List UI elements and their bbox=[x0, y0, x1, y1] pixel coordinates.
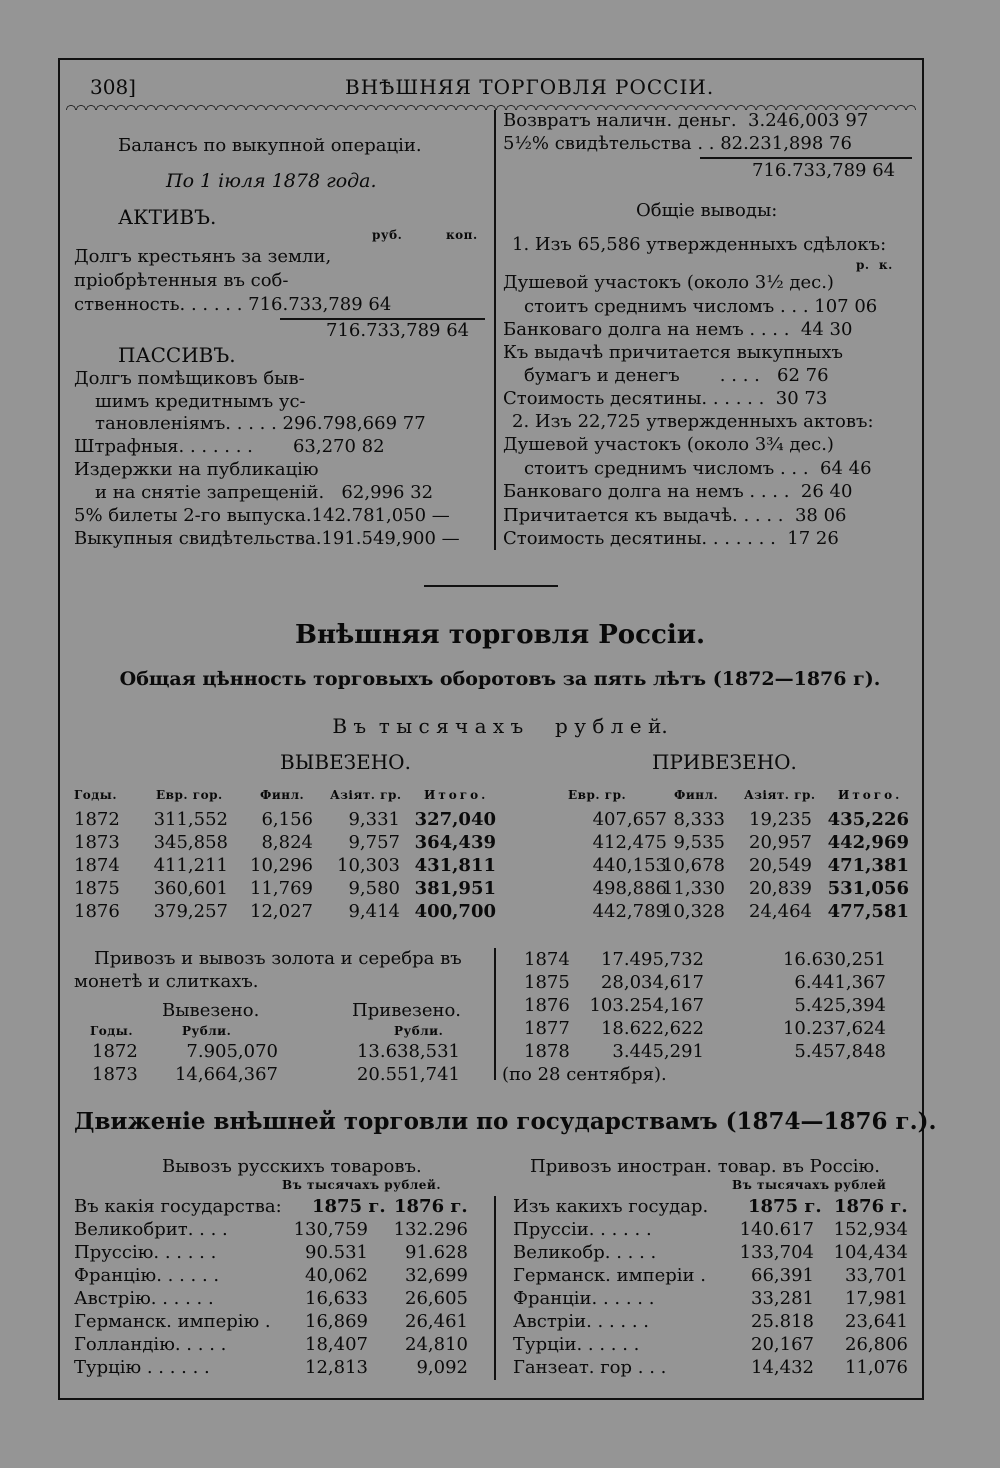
cell-year: 1872 bbox=[92, 1041, 138, 1062]
value-1875: 90.531 bbox=[305, 1242, 368, 1263]
cell-value: 17.495,732 bbox=[600, 949, 704, 970]
cell-value: 20,839 bbox=[749, 878, 812, 899]
passiv-line: шимъ кредитнымъ ус- bbox=[95, 391, 306, 412]
value-1876: 32,699 bbox=[405, 1265, 468, 1286]
value-1875: 140.617 bbox=[739, 1219, 814, 1240]
value-1876: 33,701 bbox=[845, 1265, 908, 1286]
trade-row bbox=[0, 808, 1000, 831]
aktiv-line: ственность. . . . . . 716.733,789 64 bbox=[74, 294, 392, 315]
passiv-line: Издержки на публикацію bbox=[74, 459, 319, 480]
export-row bbox=[0, 1241, 500, 1264]
cell-year: 1874 bbox=[74, 855, 120, 876]
gold-row bbox=[500, 994, 1000, 1017]
cell-value: 5.425,394 bbox=[794, 995, 886, 1016]
balance-title: Балансъ по выкупной операціи. bbox=[118, 135, 422, 156]
trade-unit-note: В ъ т ы с я ч а х ъ р у б л е й. bbox=[332, 714, 668, 738]
cell-year: 1877 bbox=[524, 1018, 570, 1039]
export-row bbox=[0, 1287, 500, 1310]
cell-value: 6,156 bbox=[261, 809, 313, 830]
cell-value: 10,678 bbox=[662, 855, 725, 876]
gold-export-label: Вывезено. bbox=[162, 1000, 260, 1021]
cell-value: 9,580 bbox=[348, 878, 400, 899]
section2-item: стоитъ среднимъ числомъ . . . 64 46 bbox=[524, 458, 872, 479]
import-title: Привозъ иностран. товар. въ Россію. bbox=[530, 1156, 880, 1177]
import-row bbox=[500, 1356, 1000, 1379]
gold-row bbox=[500, 1040, 1000, 1063]
gold-row bbox=[500, 948, 1000, 971]
export-title: Вывозъ русскихъ товаровъ. bbox=[162, 1156, 422, 1177]
section2-title: 2. Изъ 22,725 утвержденныхъ актовъ: bbox=[512, 411, 874, 432]
cell-year: 1876 bbox=[524, 995, 570, 1016]
export-row bbox=[0, 1310, 500, 1333]
cell-year: 1878 bbox=[524, 1041, 570, 1062]
cell-total: 435,226 bbox=[827, 809, 909, 830]
header-wavy-rule bbox=[66, 100, 916, 110]
cell-value: 407,657 bbox=[592, 809, 667, 830]
value-1875: 12,813 bbox=[305, 1357, 368, 1378]
trade-row bbox=[0, 900, 1000, 923]
cell-total: 531,056 bbox=[827, 878, 909, 899]
cell-value: 103.254,167 bbox=[589, 995, 704, 1016]
cell-value: 16.630,251 bbox=[782, 949, 886, 970]
export-year2: 1876 г. bbox=[394, 1196, 468, 1217]
country: Турціи. . . . . . bbox=[513, 1334, 640, 1355]
cell-total: 471,381 bbox=[827, 855, 909, 876]
country: Пруссіи. . . . . . bbox=[513, 1219, 652, 1240]
export-label: ВЫВЕЗЕНО. bbox=[280, 750, 411, 774]
cell-year: 1875 bbox=[524, 972, 570, 993]
import-row bbox=[500, 1264, 1000, 1287]
cell-value: 18.622,622 bbox=[600, 1018, 704, 1039]
cell-total: 477,581 bbox=[827, 901, 909, 922]
gold-col-years: Годы. bbox=[90, 1024, 133, 1038]
cell-value: 9,535 bbox=[673, 832, 725, 853]
import-row bbox=[500, 1333, 1000, 1356]
value-1876: 152,934 bbox=[833, 1219, 908, 1240]
gold-row bbox=[0, 1040, 500, 1063]
cell-value: 440,153 bbox=[592, 855, 667, 876]
cell-value: 7.905,070 bbox=[186, 1041, 278, 1062]
value-1876: 104,434 bbox=[833, 1242, 908, 1263]
passiv-line: Штрафныя. . . . . . . 63,270 82 bbox=[74, 436, 385, 457]
col-years: Годы. bbox=[74, 788, 117, 802]
cell-value: 411,211 bbox=[153, 855, 228, 876]
country: Турцію . . . . . . bbox=[74, 1357, 210, 1378]
cell-value: 24,464 bbox=[749, 901, 812, 922]
column-divider-top bbox=[494, 110, 496, 550]
section1-title: 1. Изъ 65,586 утвержденныхъ сдѣлокъ: bbox=[512, 234, 887, 255]
value-1875: 130,759 bbox=[293, 1219, 368, 1240]
trade-row bbox=[0, 854, 1000, 877]
cell-year: 1876 bbox=[74, 901, 120, 922]
gold-col-rub: Рубли. bbox=[394, 1024, 444, 1038]
cell-value: 9,757 bbox=[348, 832, 400, 853]
export-head-label: Въ какія государства: bbox=[74, 1196, 282, 1217]
page-number: 308] bbox=[90, 75, 136, 99]
import-year1: 1875 г. bbox=[748, 1196, 822, 1217]
passiv-line: Выкупныя свидѣтельства.191.549,900 — bbox=[74, 528, 460, 549]
export-unit: Въ тысячахъ рублей. bbox=[282, 1178, 442, 1192]
passiv-label: ПАССИВЪ. bbox=[118, 343, 236, 367]
value-1876: 23,641 bbox=[845, 1311, 908, 1332]
aktiv-line: Долгъ крестьянъ за земли, bbox=[74, 246, 332, 267]
right-total-rule bbox=[700, 157, 912, 159]
certificates-line: 5½% свидѣтельства . . 82.231,898 76 bbox=[503, 133, 852, 154]
unit-rub: руб. bbox=[372, 228, 403, 242]
cell-value: 11,769 bbox=[250, 878, 313, 899]
value-1876: 91.628 bbox=[405, 1242, 468, 1263]
trade-title: Внѣшняя торговля Россіи. bbox=[294, 620, 706, 650]
country: Голландію. . . . . bbox=[74, 1334, 227, 1355]
conclusions-title: Общіе выводы: bbox=[636, 200, 778, 221]
cell-value: 20.551,741 bbox=[356, 1064, 460, 1085]
import-head-label: Изъ какихъ государ. bbox=[513, 1196, 709, 1217]
passiv-line: 5% билеты 2-го выпуска.142.781,050 — bbox=[74, 505, 450, 526]
passiv-line: и на снятіе запрещеній. 62,996 32 bbox=[95, 482, 434, 503]
import-row bbox=[500, 1241, 1000, 1264]
country: Францію. . . . . . bbox=[74, 1265, 220, 1286]
unit-kop: коп. bbox=[446, 228, 478, 242]
value-1875: 16,633 bbox=[305, 1288, 368, 1309]
cell-year: 1874 bbox=[524, 949, 570, 970]
cell-year: 1873 bbox=[74, 832, 120, 853]
gold-row bbox=[500, 971, 1000, 994]
gold-title: Привозъ и вывозъ золота и серебра въ bbox=[94, 948, 462, 969]
cell-value: 12,027 bbox=[250, 901, 313, 922]
export-year1: 1875 г. bbox=[312, 1196, 386, 1217]
country: Франціи. . . . . . bbox=[513, 1288, 655, 1309]
value-1875: 33,281 bbox=[751, 1288, 814, 1309]
section1-item: Душевой участокъ (около 3½ дес.) bbox=[503, 272, 834, 293]
section1-item: бумагъ и денегъ . . . . 62 76 bbox=[524, 365, 829, 386]
col-finl: Финл. bbox=[260, 788, 305, 802]
aktiv-label: АКТИВЪ. bbox=[118, 205, 217, 229]
import-row bbox=[500, 1218, 1000, 1241]
cell-value: 14,664,367 bbox=[174, 1064, 278, 1085]
country: Австріи. . . . . . bbox=[513, 1311, 650, 1332]
cell-value: 345,858 bbox=[153, 832, 228, 853]
trade-subtitle: Общая цѣнность торговыхъ оборотовъ за пять лѣтъ (1872—1876 г). bbox=[119, 668, 881, 690]
cell-value: 9,414 bbox=[348, 901, 400, 922]
cell-value: 442,789 bbox=[592, 901, 667, 922]
country: Австрію. . . . . . bbox=[74, 1288, 214, 1309]
value-1876: 26,806 bbox=[845, 1334, 908, 1355]
country: Великобр. . . . . bbox=[513, 1242, 657, 1263]
section2-item: Причитается къ выдачѣ. . . . . 38 06 bbox=[503, 505, 847, 526]
section2-item: Банковаго долга на немъ . . . . 26 40 bbox=[503, 481, 853, 502]
value-1876: 26,461 bbox=[405, 1311, 468, 1332]
gold-col-rub: Рубли. bbox=[182, 1024, 232, 1038]
value-1876: 132.296 bbox=[393, 1219, 468, 1240]
cell-value: 6.441,367 bbox=[794, 972, 886, 993]
gold-row bbox=[500, 1017, 1000, 1040]
cell-value: 412,475 bbox=[592, 832, 667, 853]
export-row bbox=[0, 1356, 500, 1379]
value-1876: 9,092 bbox=[416, 1357, 468, 1378]
import-unit: Въ тысячахъ рублей bbox=[732, 1178, 887, 1192]
cell-year: 1875 bbox=[74, 878, 120, 899]
passiv-line: Долгъ помѣщиковъ быв- bbox=[74, 368, 305, 389]
balance-date: По 1 іюля 1878 года. bbox=[166, 170, 377, 192]
trade-row bbox=[0, 877, 1000, 900]
units-rk: р. к. bbox=[856, 258, 893, 272]
cell-value: 10,303 bbox=[337, 855, 400, 876]
import-label: ПРИВЕЗЕНО. bbox=[652, 750, 797, 774]
cell-value: 9,331 bbox=[348, 809, 400, 830]
cell-year: 1873 bbox=[92, 1064, 138, 1085]
value-1875: 25.818 bbox=[751, 1311, 814, 1332]
import-year2: 1876 г. bbox=[834, 1196, 908, 1217]
section1-item: Банковаго долга на немъ . . . . 44 30 bbox=[503, 319, 853, 340]
section1-item: Стоимость десятины. . . . . . 30 73 bbox=[503, 388, 828, 409]
cell-value: 11,330 bbox=[662, 878, 725, 899]
aktiv-total: 716.733,789 64 bbox=[326, 320, 470, 341]
col-asia-imp: Азіят. гр. bbox=[744, 788, 816, 802]
export-row bbox=[0, 1218, 500, 1241]
value-1876: 26,605 bbox=[405, 1288, 468, 1309]
country: Ганзеат. гор . . . bbox=[513, 1357, 667, 1378]
col-finl-imp: Финл. bbox=[674, 788, 719, 802]
cell-value: 10,328 bbox=[662, 901, 725, 922]
col-total: Итого. bbox=[424, 788, 489, 802]
import-row bbox=[500, 1310, 1000, 1333]
running-title: ВНѢШНЯЯ ТОРГОВЛЯ РОССІИ. bbox=[345, 75, 715, 99]
gold-import-label: Привезено. bbox=[352, 1000, 462, 1021]
value-1875: 16,869 bbox=[305, 1311, 368, 1332]
cell-total: 431,811 bbox=[414, 855, 496, 876]
section2-item: Душевой участокъ (около 3¾ дес.) bbox=[503, 434, 834, 455]
cell-value: 3.445,291 bbox=[612, 1041, 704, 1062]
cell-value: 20,549 bbox=[749, 855, 812, 876]
return-line: Возвратъ наличн. деньг. 3.246,003 97 bbox=[503, 110, 869, 131]
cell-value: 10.237,624 bbox=[782, 1018, 886, 1039]
movement-title: Движеніе внѣшней торговли по государствамъ (1874—1876 г.). bbox=[74, 1108, 937, 1135]
gold-title: монетѣ и слиткахъ. bbox=[74, 971, 259, 992]
cell-value: 28,034,617 bbox=[600, 972, 704, 993]
value-1876: 17,981 bbox=[845, 1288, 908, 1309]
cell-total: 442,969 bbox=[827, 832, 909, 853]
cell-total: 381,951 bbox=[414, 878, 496, 899]
cell-value: 13.638,531 bbox=[356, 1041, 460, 1062]
section2-item: Стоимость десятины. . . . . . . 17 26 bbox=[503, 528, 839, 549]
cell-value: 360,601 bbox=[153, 878, 228, 899]
value-1875: 14,432 bbox=[751, 1357, 814, 1378]
cell-year: 1872 bbox=[74, 809, 120, 830]
value-1875: 20,167 bbox=[751, 1334, 814, 1355]
export-row bbox=[0, 1264, 500, 1287]
section-separator bbox=[424, 585, 558, 587]
cell-value: 311,552 bbox=[153, 809, 228, 830]
import-row bbox=[500, 1287, 1000, 1310]
cell-total: 400,700 bbox=[414, 901, 496, 922]
cell-value: 498,886 bbox=[592, 878, 667, 899]
country: Германск. имперіи . bbox=[513, 1265, 706, 1286]
right-total: 716.733,789 64 bbox=[752, 160, 896, 181]
aktiv-line: пріобрѣтенныя въ соб- bbox=[74, 270, 289, 291]
cell-value: 8,824 bbox=[261, 832, 313, 853]
cell-value: 19,235 bbox=[749, 809, 812, 830]
col-eur: Евр. гор. bbox=[156, 788, 223, 802]
value-1876: 24,810 bbox=[405, 1334, 468, 1355]
value-1875: 133,704 bbox=[739, 1242, 814, 1263]
export-row bbox=[0, 1333, 500, 1356]
cell-value: 20,957 bbox=[749, 832, 812, 853]
col-total-imp: Итого. bbox=[838, 788, 903, 802]
value-1876: 11,076 bbox=[845, 1357, 908, 1378]
passiv-line: тановленіямъ. . . . . 296.798,669 77 bbox=[95, 413, 426, 434]
value-1875: 40,062 bbox=[305, 1265, 368, 1286]
section1-item: стоитъ среднимъ числомъ . . . 107 06 bbox=[524, 296, 878, 317]
country: Пруссію. . . . . . bbox=[74, 1242, 217, 1263]
cell-value: 5.457,848 bbox=[794, 1041, 886, 1062]
country: Германск. имперію . bbox=[74, 1311, 271, 1332]
gold-row bbox=[0, 1063, 500, 1086]
col-asia: Азіят. гр. bbox=[330, 788, 402, 802]
country: Великобрит. . . . bbox=[74, 1219, 228, 1240]
col-eur-imp: Евр. гр. bbox=[568, 788, 627, 802]
gold-note: (по 28 сентября). bbox=[502, 1064, 667, 1085]
cell-value: 10,296 bbox=[250, 855, 313, 876]
cell-value: 379,257 bbox=[153, 901, 228, 922]
value-1875: 66,391 bbox=[751, 1265, 814, 1286]
trade-row bbox=[0, 831, 1000, 854]
value-1875: 18,407 bbox=[305, 1334, 368, 1355]
cell-total: 364,439 bbox=[414, 832, 496, 853]
cell-value: 8,333 bbox=[673, 809, 725, 830]
cell-total: 327,040 bbox=[414, 809, 496, 830]
section1-item: Къ выдачѣ причитается выкупныхъ bbox=[503, 342, 843, 363]
